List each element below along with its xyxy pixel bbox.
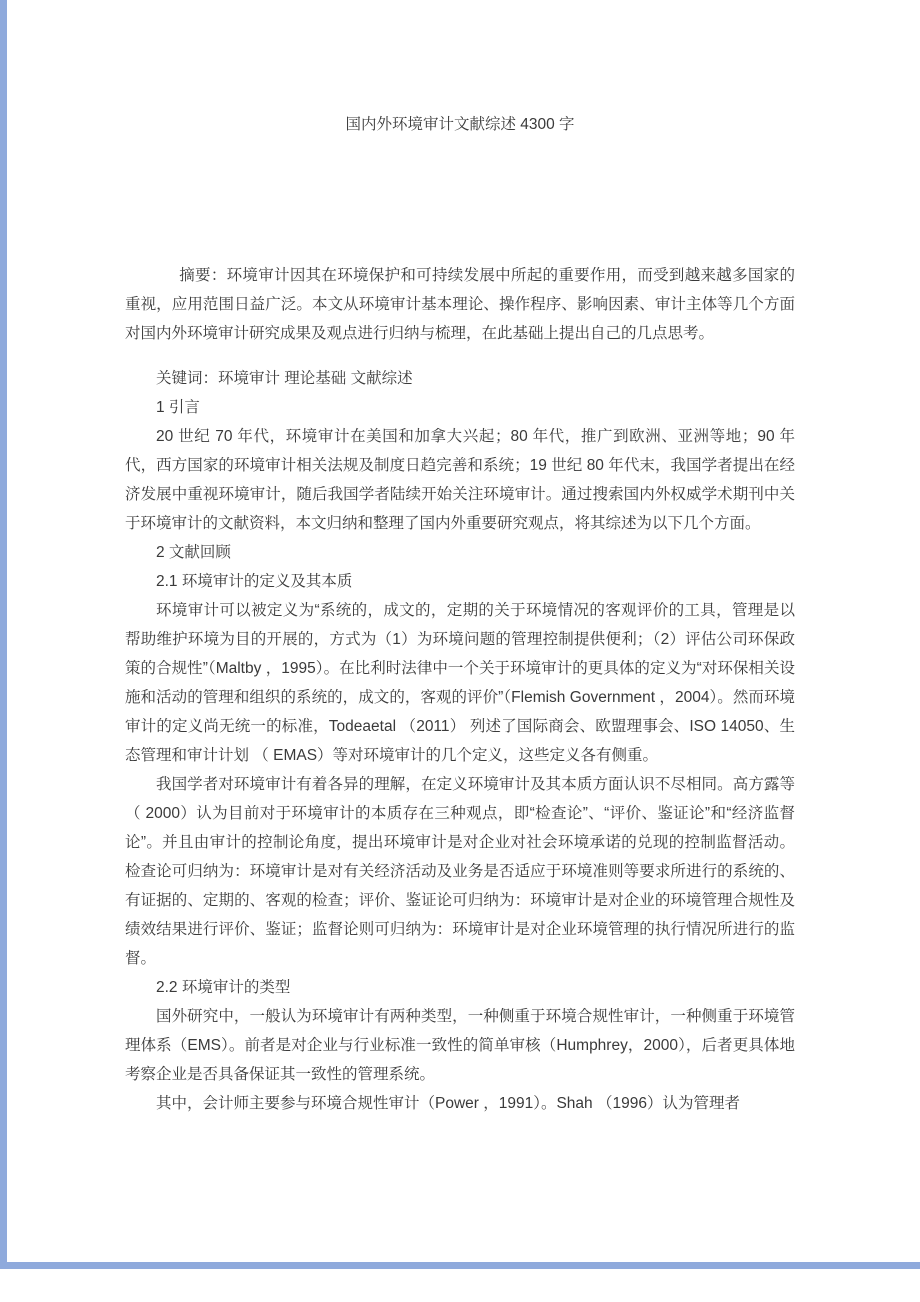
heading-2-1-definition: 2.1 环境审计的定义及其本质 — [156, 573, 353, 590]
domestic-scholars-paragraph: 我国学者对环境审计有着各异的理解，在定义环境审计及其本质方面认识不尽相同。高方露等（ 2000）认为目前对于环境审计的本质存在三种观点，即“检查论”、“评价、鉴证论”和“经济监督论”。并且由审计的控制论角度，提出环境审计是对企业对社会环境承诺的兑现的控制监督活动。检查论可归纳为：环境审计是对有关经济活动及业务是否适应于环境准则等要求所进行的系统的、有证据的、定期的、客观的检查；评价、鉴证论可归纳为：环境审计是对企业的环境管理合规性及绩效结果进行评价、鉴证；监督论则可归纳为：环境审计是对企业环境管理的执行情况所进行的监督。 — [125, 776, 795, 967]
introduction-paragraph: 20 世纪 70 年代，环境审计在美国和加拿大兴起；80 年代，推广到欧洲、亚洲等地；90 年代，西方国家的环境审计相关法规及制度日趋完善和系统；19 世纪 80 年代末，我国学者提出在经济发展中重视环境审计，随后我国学者陆续开始关注环境审计。通过搜索国内外权威学术期刊中关于环境审计的文献资料，本文归纳和整理了国内外重要研究观点，将其综述为以下几个方面。 — [125, 428, 795, 532]
definition-paragraph: 环境审计可以被定义为“系统的，成文的，定期的关于环境情况的客观评价的工具，管理是以帮助维护环境为目的开展的，方式为（1）为环境问题的管理控制提供便利；（2）评估公司环保政策的合规性”（Maltby ，1995）。在比利时法律中一个关于环境审计的更具体的定义为“对环保相关设施和活动的管理和组织的系统的，成文的，客观的评价”（Flemish Government ，2004）。然而环境审计的定义尚无统一的标准，Todeaetal （2011） 列述了国际商会、欧盟理事会、ISO 14050、生态管理和审计计划 （ EMAS）等对环境审计的几个定义，这些定义各有侧重。 — [125, 602, 795, 764]
document-title: 国内外环境审计文献综述 4300 字 — [345, 116, 575, 133]
accountants-paragraph: 其中，会计师主要参与环境合规性审计（Power ，1991）。Shah （1996）认为管理者 — [156, 1095, 740, 1112]
heading-1-introduction: 1 引言 — [156, 399, 200, 416]
abstract-paragraph: 摘要：环境审计因其在环境保护和可持续发展中所起的重要作用，而受到越来越多国家的重视，应用范围日益广泛。本文从环境审计基本理论、操作程序、影响因素、审计主体等几个方面对国内外环境审计研究成果及观点进行归纳与梳理，在此基础上提出自己的几点思考。 — [125, 267, 795, 342]
heading-2-literature-review: 2 文献回顾 — [156, 544, 231, 561]
page-edge-left-border — [0, 0, 7, 1269]
page-edge-bottom-border — [0, 1262, 920, 1269]
document-body — [125, 261, 795, 1118]
types-paragraph: 国外研究中，一般认为环境审计有两种类型，一种侧重于环境合规性审计，一种侧重于环境管理体系（EMS）。前者是对企业与行业标准一致性的简单审核（Humphrey，2000），后者更具体地考察企业是否具备保证其一致性的管理系统。 — [125, 1008, 795, 1083]
heading-2-2-types: 2.2 环境审计的类型 — [156, 979, 291, 996]
document-content — [125, 110, 795, 1118]
keywords-paragraph: 关键词：环境审计 理论基础 文献综述 — [156, 370, 413, 387]
